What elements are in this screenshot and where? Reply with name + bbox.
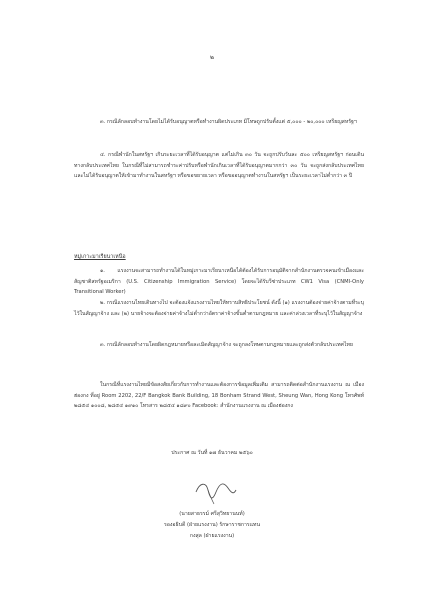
paragraph-penalty-work: ๓. กรณีลักลอบทำงานโดยไม่ได้รับอนุญาตหรือทำงานผิดประเภท มีโทษถูกปรับตั้งแต่ ๕,๐๐๐ - ๒๐,๐๐๐ เหรียญสหรัฐฯ bbox=[100, 119, 357, 125]
announcement-date: ประกาศ ณ วันที่ ๑๗ ธันวาคม ๒๕๖๐ bbox=[171, 450, 253, 456]
signature-image bbox=[190, 478, 240, 506]
paragraph-worker-rights: ๒. กรณีแรงงานไทยเดินทางไป จะต้องแจ้งแรงงานไทยให้ทราบสิทธิประโยชน์ ดังนี้ (๑) แรงงานต้องจ่ายค่าจ้างตามที่ระบุไว้ในสัญญาจ้าง และ (๒) นายจ้างจะต้องจ่ายค่าจ้างไม่ต่ำกว่าอัตราค่าจ้างขั้นต่ำตามกฎหมาย และค่าล่วงเวลาที่ระบุไว้ในสัญญาจ้าง bbox=[74, 300, 364, 317]
paragraph-overstay: ๔. กรณีพำนักในสหรัฐฯ เกินระยะเวลาที่ได้รับอนุญาต แต่ไม่เกิน ๓๐ วัน จะถูกปรับวันละ ๕๐๐ เหรียญสหรัฐฯ ก่อนเดินทางกลับประเทศไทย ในกรณีที่ไม่สามารถชำระค่าปรับหรือพำนักเกินเวลาที่ได้รับอนุญาตมากกว่า ๓๐ วัน จะถูกส่งกลับประเทศไทยและไม่ได้รับอนุญาตให้เข้ามาทำงานในสหรัฐฯ หรือขอขยายเวลา หรือขออนุญาตทำงานในสหรัฐฯ เป็นระยะเวลาไม่ต่ำกว่า ๓ ปี bbox=[74, 152, 364, 180]
signer-name: (นายสาธรรม์ ศรีสุวิทยานนท์) bbox=[179, 511, 245, 517]
paragraph-contact-info: ในกรณีที่แรงงานไทยมีข้อสงสัยเกี่ยวกับการทำงานและต้องการข้อมูลเพิ่มเติม สามารถติดต่อสำนักงานแรงงาน ณ เมืองฮ่องกง ที่อยู่ Room 2202, 22/F Bangkok Bank Building, 18 Bonham Strand West, Sheung Wan, Hong Kong โทรศัพท์ ๒๘๕๔ ๑๐๐๘, ๒๘๕๔ ๑๙๑๐ โทรสาร ๒๘๕๔ ๑๘๙๐ Facebook: สำนักงานแรงงาน ณ เมืองฮ่องกง bbox=[74, 382, 364, 410]
paragraph-illegal-work: ๓. กรณีลักลอบทำงานโดยผิดกฎหมายหรือละเมิดสัญญาจ้าง จะถูกลงโทษตามกฎหมายและถูกส่งตัวกลับประเทศไทย bbox=[100, 342, 353, 348]
signer-title: รองอธิบดี (ฝ่ายแรงงาน) รักษาราชการแทน bbox=[164, 522, 260, 528]
section-heading-northern-mariana: หมู่เกาะมาเรียนาเหนือ bbox=[74, 254, 126, 260]
paragraph-cw1-visa: ๑. แรงงานจะสามารถทำงานได้ในหมู่เกาะมาเรียนาเหนือได้ต้องได้รับการอนุมัติจากสำนักงานตรวจคนเข้าเมืองและสัญชาติสหรัฐอเมริกา (U.S. Citizenship Immigration Service) โดยจะได้รับวีซ่าประเภท CW1 Visa (CNMI-Only Transitional Worker) bbox=[74, 268, 364, 296]
signer-office: กงสุล (ฝ่ายแรงงาน) bbox=[189, 533, 235, 539]
page-number: ๒ bbox=[210, 54, 214, 61]
